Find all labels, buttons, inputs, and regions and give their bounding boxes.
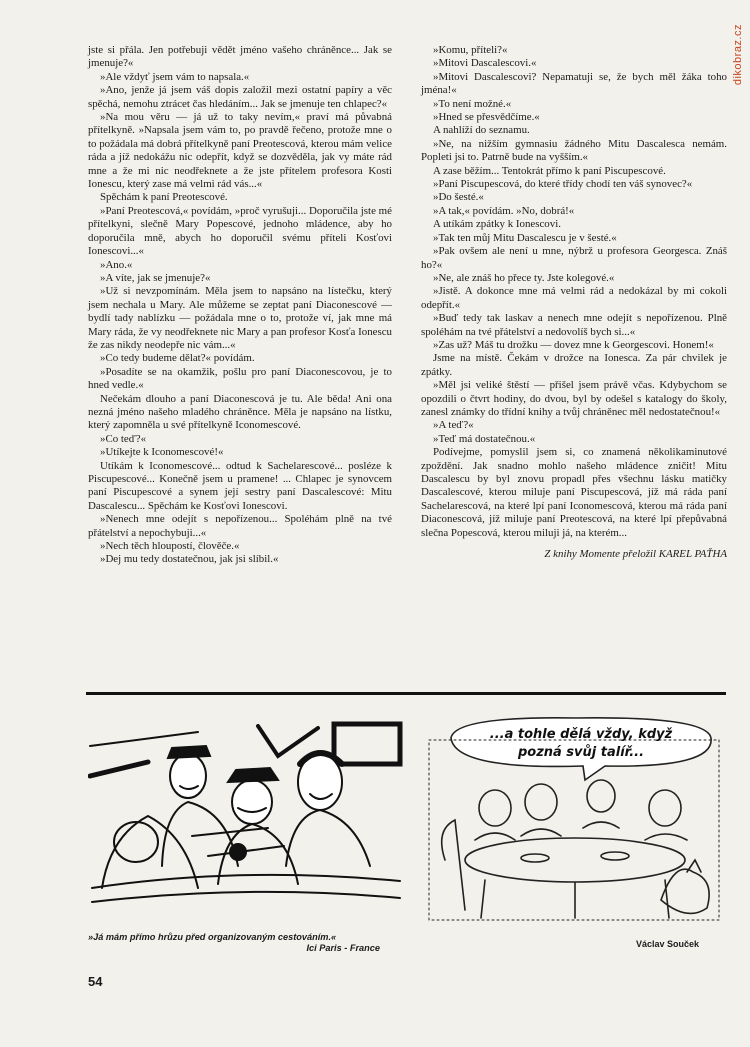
- left-cartoon-caption: [88, 932, 398, 954]
- cartoon-bus-passengers: [88, 716, 404, 928]
- article-paragraph: Utíkám k Iconomescové... odtud k Sachelarescové... posléze k Piscupescové... Konečně jsem u pramene! ... Chlapec je synovcem paní Piscupescové a synem její sestry paní Dascalescové: Mitu Dascalescu... Spěchám ke Kosťovi Ionescovi.: [88, 459, 392, 512]
- article-paragraph: »A tak,« povídám. »No, dobrá!«: [433, 204, 575, 217]
- article-paragraph: Jsme na místě. Čekám v drožce na Ionesca. Za pár chvilek je zpátky.: [421, 352, 727, 378]
- article-paragraph: »Tak ten můj Mitu Dascalescu je v šesté.«: [433, 231, 617, 244]
- article-paragraph: »Pak ovšem ale není u mne, nýbrž u profesora Georgesca. Znáš ho?«: [421, 245, 727, 271]
- article-paragraph: »Komu, příteli?«: [433, 44, 508, 56]
- article-paragraph: »Co tedy budeme dělat?« povídám.: [100, 352, 255, 365]
- article-paragraph: »Mitovi Dascalescovi? Nepamatuji se, že bych měl žáka toho jména!«: [421, 70, 727, 97]
- article-paragraph: »Ano.«: [100, 258, 133, 271]
- article-paragraph: »Měl jsi veliké štěstí — přišel jsem právě včas. Kdybychom se opozdili o čtvrt hodiny, do dvou, byl by odešel s katalogy do školy, zanesl známky do třídní knihy a tvůj chráněnec měl nedostatečnou!«: [421, 379, 727, 418]
- speech-bubble-line2: pozná svůj talíř...: [517, 745, 645, 760]
- article-paragraph: »Ne, na nižším gymnasiu žádného Mitu Dascalesca nemám. Popleti jsi to. Patrně bude na vyšším.«: [421, 137, 727, 164]
- article-paragraph: Nečekám dlouho a paní Diaconescová je tu. Ale běda! Ani ona nezná jméno našeho mladého chráněnce. Měla je napsáno na lístku, který zapomněla u své přítelkyně Iconomescové.: [88, 392, 392, 432]
- article-paragraph: »Utíkejte k Iconomescové!«: [100, 446, 224, 459]
- article-paragraph: »Paní Piscupescová, do které třídy chodí ten váš synovec?«: [433, 178, 693, 191]
- translation-credit: Z knihy Momente přeložil KAREL PAŤHA: [544, 548, 727, 561]
- page-number: 54: [88, 974, 103, 989]
- article-right-column: [421, 44, 727, 561]
- cartoon-author: Václav Souček: [636, 939, 700, 949]
- article-left-column: [88, 44, 392, 567]
- article-paragraph: »Mitovi Dascalescovi.«: [433, 57, 537, 70]
- article-paragraph: »A teď?«: [433, 419, 474, 432]
- article-paragraph: »Do šesté.«: [433, 191, 484, 204]
- article-paragraph: »Buď tedy tak laskav a nenech mne odejít s nepořízenou. Plně spoléhám na tvé přátelství a nedovolíš bych si...«: [421, 312, 727, 338]
- article-paragraph: »Zas už? Máš tu drožku — dovez mne k Georgescovi. Honem!«: [433, 338, 714, 351]
- article-paragraph: A utíkám zpátky k Ionescovi.: [433, 218, 561, 231]
- article-paragraph: A nahlíží do seznamu.: [433, 124, 530, 137]
- article-paragraph: »Ano, jenže já jsem váš dopis založil mezi ostatní papíry a věc spěchá, nemohu ztrácet čas hledáním... Jak se jmenuje ten chlapec?«: [88, 84, 392, 110]
- section-divider: [86, 692, 726, 695]
- article-paragraph: »Hned se přesvědčíme.«: [433, 111, 540, 124]
- article-paragraph: »A víte, jak se jmenuje?«: [100, 271, 211, 284]
- cartoon-dining-table: [425, 710, 721, 924]
- article-paragraph: jste si přála. Jen potřebuji vědět jméno vašeho chráněnce... Jak se jmenuje?«: [88, 44, 392, 70]
- article-paragraph: »Teď má dostatečnou.«: [433, 432, 536, 445]
- site-watermark: dikobraz.cz: [732, 24, 744, 86]
- caption-source: Ici Paris - France: [306, 943, 380, 953]
- speech-bubble-line1: ...a tohle dělá vždy, když: [489, 727, 673, 742]
- caption-quote: »Já mám přímo hrůzu před organizovaným cestováním.«: [88, 932, 337, 942]
- article-paragraph: Spěchám k paní Preotescové.: [100, 191, 228, 204]
- article-paragraph: »Už si nevzpomínám. Měla jsem to napsáno na lístečku, který jsem nechala u Mary. Ale můžeme se zeptat paní Diaconescové — bydlí tady nablízku — požádala mne o to, protože ví, jak mne má Mary ráda, že vy neodřeknete nic Mary a pan profesor Kosťa Ionescu že zas nikdy neodepře nic vám...«: [88, 285, 392, 351]
- article-paragraph: A zase běžím... Tentokrát přímo k paní Piscupescové.: [433, 164, 666, 177]
- article-paragraph: »Dej mu tedy dostatečnou, jak jsi slíbil.«: [100, 553, 279, 566]
- article-paragraph: »Co teď?«: [100, 432, 147, 445]
- article-paragraph: »Na mou věru — já už to taky nevím,« praví má půvabná přítelkyně. »Napsala jsem vám to, po pravdě řečeno, protože mne o to požádala má dobrá přítelkyně paní Preotescová, kterou mám velice ráda a jíž nedokážu nic odepřít, když se dozvěděla, jak vy máte rád mne a že mi nic neodřeknete a že jste přítelem profesora Kosti Ionescu, který zase má velmi rád vás...«: [88, 111, 392, 191]
- article-paragraph: »Nenech mne odejít s nepořízenou... Spoléhám plně na tvé přátelství a nepochybuji...«: [88, 513, 392, 539]
- article-paragraph: »Posadíte se na okamžik, pošlu pro paní Diaconescovou, je to hned vedle.«: [88, 365, 392, 392]
- article-paragraph: Podívejme, pomyslil jsem si, co znamená několikaminutové zpoždění. Jak snadno mohlo našeho mládence zničit! Mitu Dascalescu by byl znovu propadl přes všechnu lásku matičky Dascalescové, kterou miluje paní Piscupescová, jíž má ráda paní Sachelarescová, na které lpí paní Iconomescová, kterou má ráda paní Diaconescová, jíž miluje paní Preotescová, na které lpí přepůvabná slečna Popescová, kterou miluji já, na kterém...: [421, 446, 727, 539]
- article-paragraph: »Ale vždyť jsem vám to napsala.«: [100, 70, 250, 83]
- article-paragraph: »Jistě. A dokonce mne má velmi rád a nedokázal by mi cokoli odepřít.«: [421, 285, 727, 311]
- article-paragraph: »To není možné.«: [433, 97, 512, 110]
- article-paragraph: »Ne, ale znáš ho přece ty. Jste kolegové.«: [433, 271, 615, 284]
- article-paragraph: »Nech těch hloupostí, člověče.«: [100, 540, 240, 553]
- article-paragraph: »Paní Preotescová,« povídám, »proč vyrušuji... Doporučila jste mé přítelkyni, slečně Mary Popescové, jednoho mládence, aby ho doporučila mně, abych ho doporučil svému příteli Kosťovi Ionescovi...«: [88, 204, 392, 258]
